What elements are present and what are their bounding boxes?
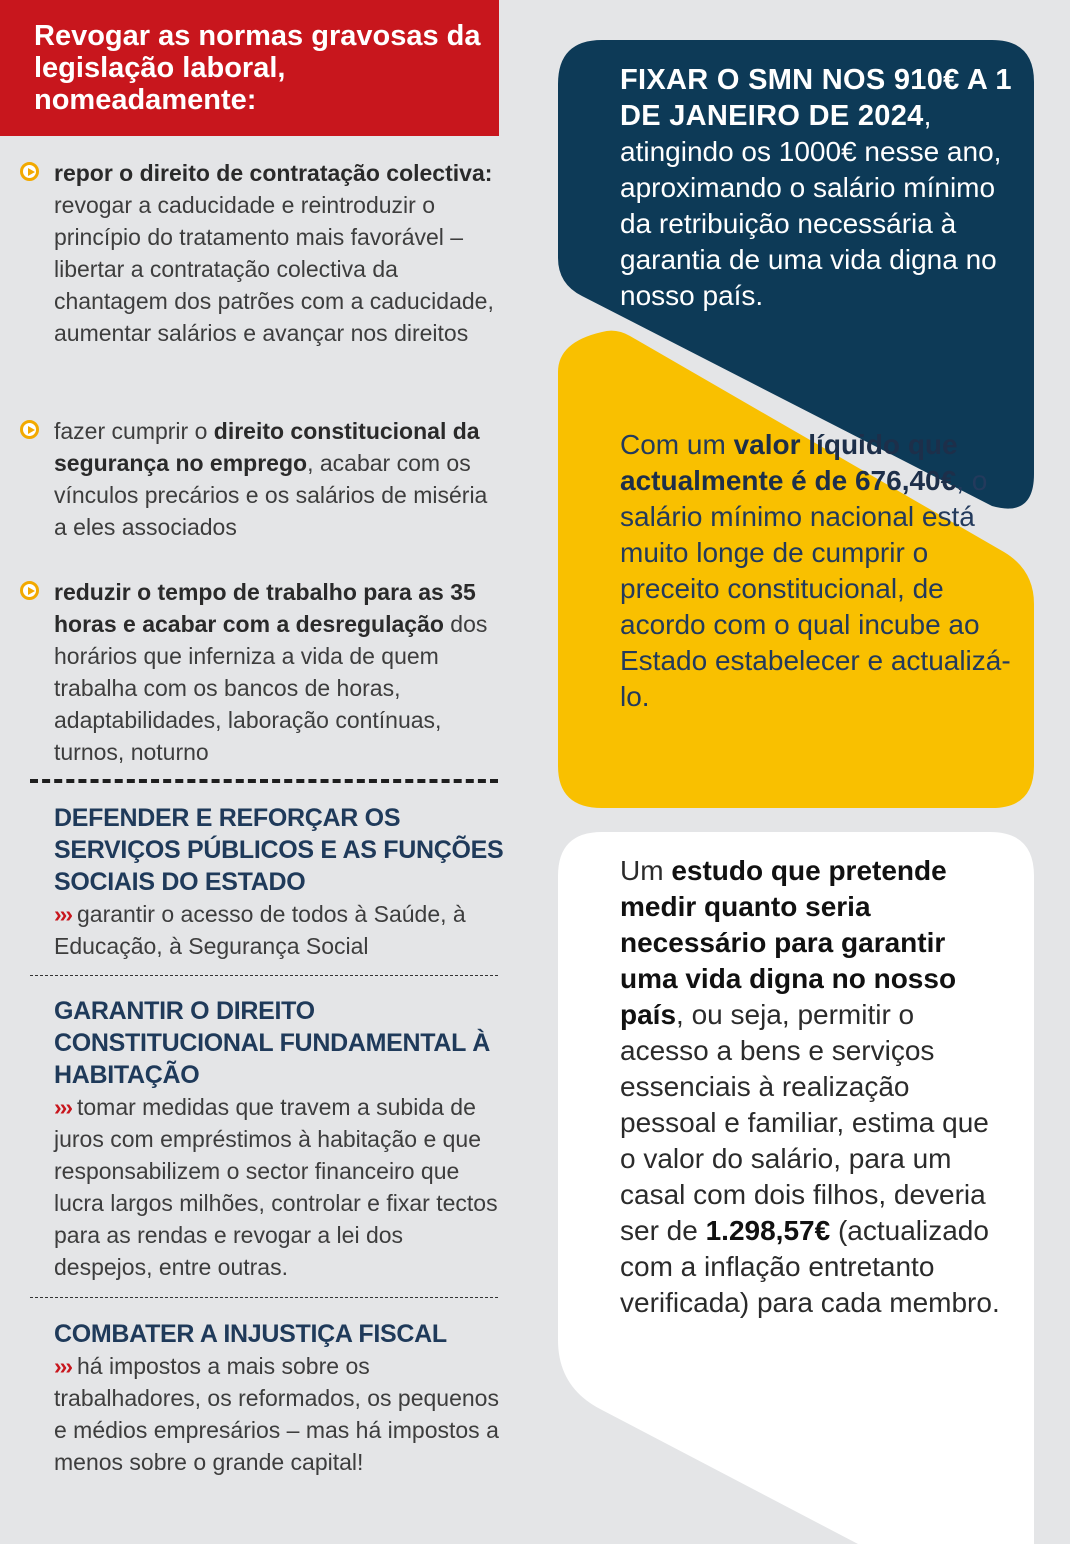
section-heading: GARANTIR O DIREITO CONSTITUCIONAL FUNDAMENTAL À HABITAÇÃO <box>54 997 491 1089</box>
section-body <box>54 898 504 962</box>
section-text: garantir o acesso de todos à Saúde, à Educação, à Segurança Social <box>54 901 466 959</box>
bullet-body: dos horários que inferniza a vida de quem trabalha com os bancos de horas, adaptabilidades, laboração contínuas, turnos, noturno <box>54 611 488 765</box>
white-box-text <box>620 853 1000 1321</box>
red-banner <box>0 0 499 136</box>
thin-dashed-divider <box>30 1297 498 1298</box>
navy-box-text <box>620 62 1020 314</box>
section-text: tomar medidas que travem a subida de juros com empréstimos à habitação e que responsabilizem o sector financeiro que lucra largos milhões, controlar e fixar tectos para as rendas e revogar a lei dos despejos, entre outras. <box>54 1094 498 1280</box>
yellow-box-text <box>620 427 1020 715</box>
white-box-body: , ou seja, permitir o acesso a bens e serviços essenciais à realização pessoal e familiar, estima que o valor do salário, para um casal com dois filhos, deveria ser de <box>620 999 989 1246</box>
bullet-lead: fazer cumprir o <box>54 418 214 444</box>
navy-box-body: , atingindo os 1000€ nesse ano, aproximando o salário mínimo da retribuição necessária à garantia de uma vida digna no nosso país. <box>620 100 1002 311</box>
bullet-bold: reduzir o tempo de trabalho para as 35 horas e acabar com a desregulação <box>54 579 476 637</box>
banner-title: Revogar as normas gravosas da legislação laboral, nomeadamente: <box>34 20 481 116</box>
thick-dashed-divider <box>30 779 498 783</box>
bullet-collective-bargaining <box>20 157 500 349</box>
bullet-body: revogar a caducidade e reintroduzir o princípio do tratamento mais favorável – libertar a contratação colectiva da chantagem dos patrões com a caducidade, aumentar salários e avançar nos direitos <box>54 192 494 346</box>
yellow-box-bold: valor líquido que actualmente é de 676,40€ <box>620 429 958 496</box>
yellow-box-body: , o salário mínimo nacional está muito longe de cumprir o preceito constitucional, de acordo com o qual incube ao Estado estabelecer e actualizá-lo. <box>620 465 1011 712</box>
bullet-text <box>20 576 500 768</box>
section-housing <box>54 995 504 1283</box>
section-heading: DEFENDER E REFORÇAR OS SERVIÇOS PÚBLICOS E AS FUNÇÕES SOCIAIS DO ESTADO <box>54 804 504 896</box>
arrows-icon: ››› <box>54 1094 71 1120</box>
navy-box-caps: FIXAR O SMN NOS 910€ A 1 DE JANEIRO DE 2024 <box>620 64 1012 132</box>
play-bullet-icon <box>20 162 39 181</box>
section-body <box>54 1091 504 1283</box>
white-box-amount: 1.298,57€ <box>705 1215 831 1246</box>
arrows-icon: ››› <box>54 901 71 927</box>
bullet-bold: repor o direito de contratação colectiva: <box>54 160 493 186</box>
play-bullet-icon <box>20 581 39 600</box>
section-text: há impostos a mais sobre os trabalhadores, os reformados, os pequenos e médios empresários – mas há impostos a menos sobre o grande capital! <box>54 1353 499 1475</box>
bullet-body: , acabar com os vínculos precários e os salários de miséria a eles associados <box>54 450 488 540</box>
bullet-working-time <box>20 576 500 768</box>
yellow-box-lead: Com um <box>620 429 734 460</box>
section-fiscal-injustice <box>54 1318 504 1478</box>
bullet-text <box>20 157 500 349</box>
play-bullet-icon <box>20 420 39 439</box>
bullet-bold: direito constitucional da segurança no emprego <box>54 418 480 476</box>
right-column <box>558 0 1034 1544</box>
bullet-job-security <box>20 415 500 543</box>
arrows-icon: ››› <box>54 1353 71 1379</box>
white-box-bold: estudo que pretende medir quanto seria necessário para garantir uma vida digna no nosso país <box>620 855 957 1030</box>
bullet-text <box>20 415 500 543</box>
section-heading: COMBATER A INJUSTIÇA FISCAL <box>54 1320 447 1348</box>
section-public-services <box>54 802 504 962</box>
section-body <box>54 1350 504 1478</box>
white-box-lead: Um <box>620 855 672 886</box>
thin-dashed-divider <box>30 975 498 976</box>
white-box-tail: (actualizado com a inflação entretanto verificada) para cada membro. <box>620 1215 1000 1318</box>
